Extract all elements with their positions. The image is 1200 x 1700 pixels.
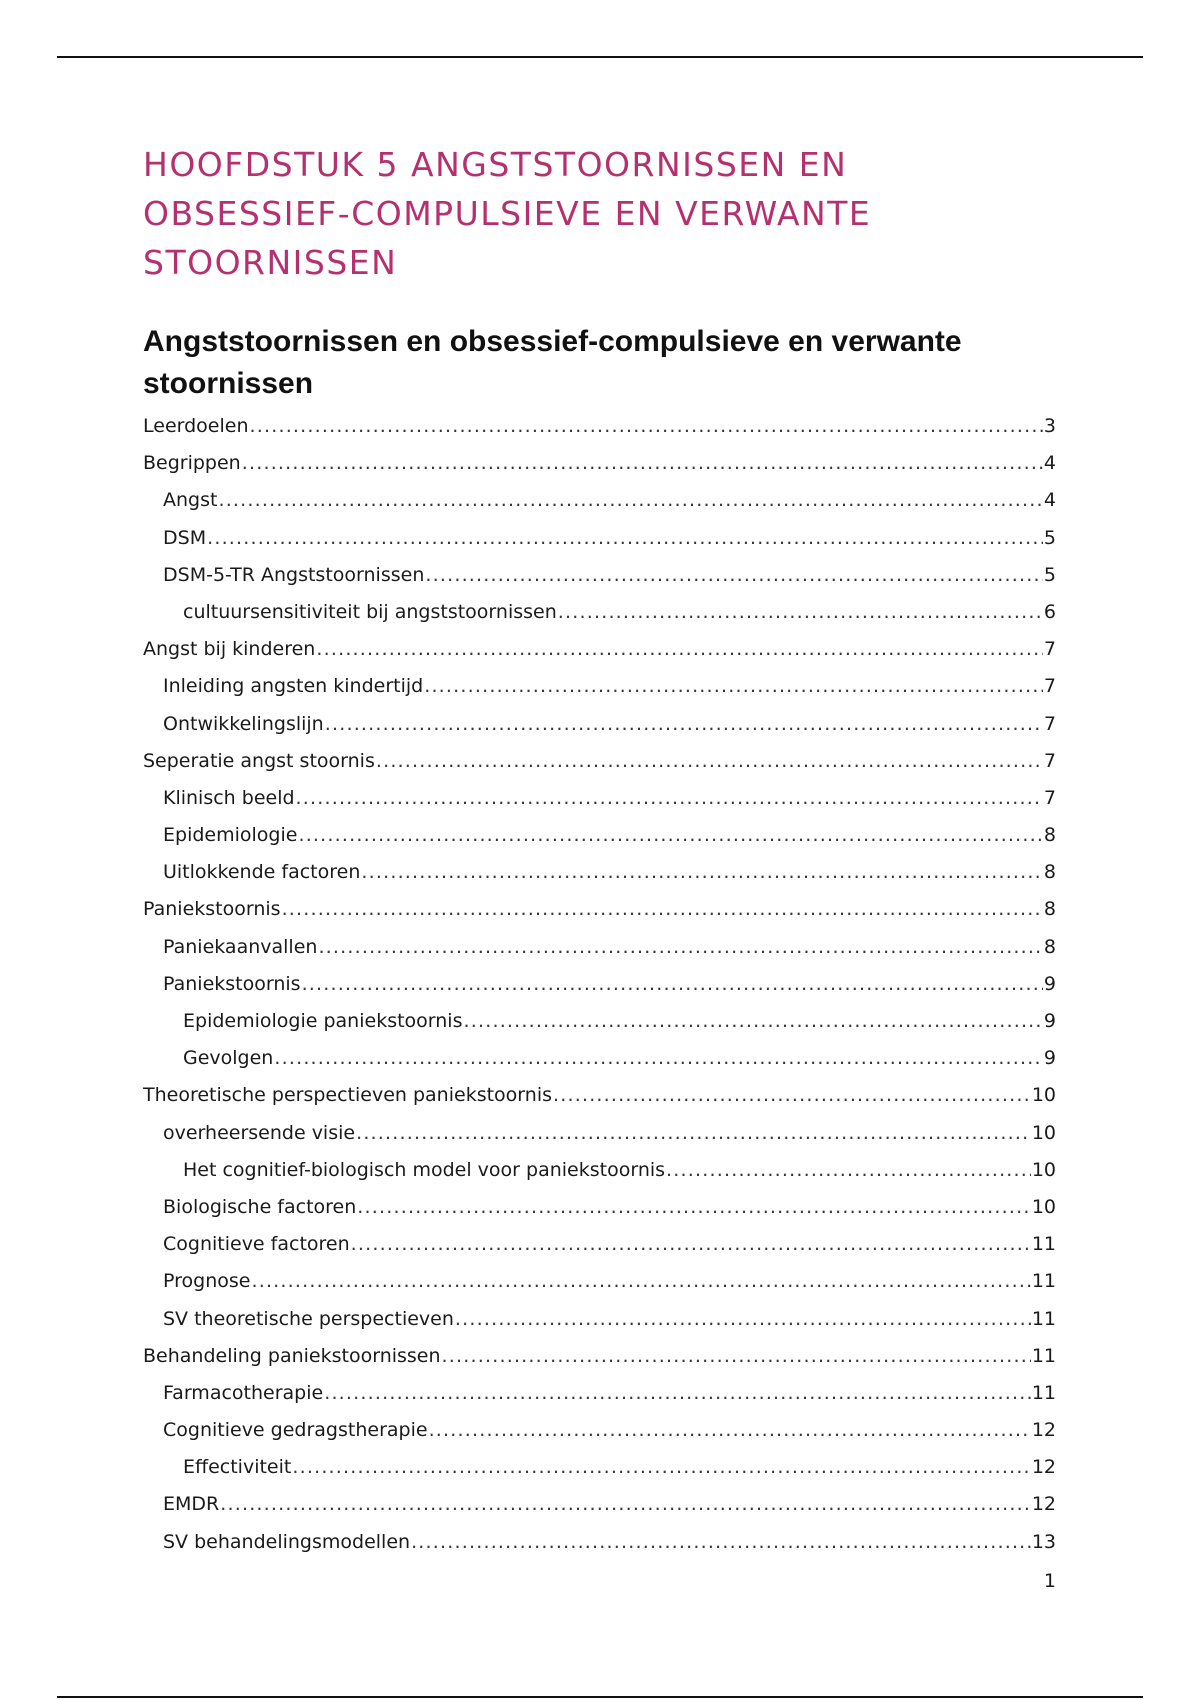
toc-entry-label: Cognitieve gedragstherapie <box>163 1419 428 1442</box>
toc-entry-page: 5 <box>1043 563 1056 586</box>
toc-entry-leader <box>357 1196 1031 1218</box>
toc-entry[interactable] <box>143 713 1056 750</box>
toc-entry-leader <box>425 564 1043 586</box>
toc-entry-leader <box>442 1345 1031 1367</box>
toc-entry-page: 12 <box>1031 1456 1056 1479</box>
toc-entry-label: Angst bij kinderen <box>143 638 316 661</box>
toc-entry-page: 7 <box>1043 749 1056 772</box>
toc-entry-leader <box>316 638 1043 660</box>
toc-entry-page: 9 <box>1043 1047 1056 1070</box>
toc-entry-leader <box>351 1233 1031 1255</box>
toc-entry[interactable] <box>143 1493 1056 1530</box>
toc-entry-label: Begrippen <box>143 452 241 475</box>
toc-entry-page: 7 <box>1043 675 1056 698</box>
toc-entry[interactable] <box>143 489 1056 526</box>
toc-entry-leader <box>318 936 1042 958</box>
toc-entry-leader <box>292 1456 1030 1478</box>
toc-entry-label: Leerdoelen <box>143 415 249 437</box>
toc-entry-label: Paniekstoornis <box>143 898 281 921</box>
toc-entry-leader <box>324 1382 1031 1404</box>
toc-entry[interactable] <box>143 1270 1056 1307</box>
toc-entry-leader <box>325 713 1043 735</box>
toc-entry[interactable] <box>143 601 1056 638</box>
toc-entry-page: 4 <box>1043 489 1056 512</box>
toc-entry-label: Epidemiologie <box>163 824 298 847</box>
toc-entry-page: 11 <box>1031 1307 1056 1330</box>
toc-entry-page: 7 <box>1043 786 1056 809</box>
toc-entry[interactable] <box>143 452 1056 489</box>
toc-entry-page: 8 <box>1043 898 1056 921</box>
toc-entry[interactable] <box>143 1159 1056 1196</box>
toc-entry-page: 13 <box>1031 1530 1056 1553</box>
toc-entry[interactable] <box>143 1456 1056 1493</box>
document-page <box>143 140 1056 1584</box>
toc-entry[interactable] <box>143 750 1056 787</box>
toc-entry[interactable] <box>143 564 1056 601</box>
toc-entry-page: 8 <box>1043 861 1056 884</box>
toc-entry[interactable] <box>143 415 1056 452</box>
toc-entry-label: Effectiviteit <box>183 1456 292 1479</box>
toc-entry-label: Inleiding angsten kindertijd <box>163 675 424 698</box>
toc-entry[interactable] <box>143 861 1056 898</box>
header-rule <box>57 56 1143 58</box>
toc-entry-label: DSM-5-TR Angststoornissen <box>163 563 425 586</box>
toc-entry[interactable] <box>143 1047 1056 1084</box>
toc-entry[interactable] <box>143 1010 1056 1047</box>
toc-entry-leader <box>250 415 1043 437</box>
toc-entry-label: Cognitieve factoren <box>163 1233 350 1256</box>
toc-entry[interactable] <box>143 638 1056 675</box>
toc-entry[interactable] <box>143 1122 1056 1159</box>
toc-entry-leader <box>356 1122 1031 1144</box>
toc-entry[interactable] <box>143 787 1056 824</box>
toc-entry-page: 10 <box>1031 1121 1056 1144</box>
toc-entry-label: EMDR <box>163 1493 220 1516</box>
toc-entry[interactable] <box>143 1308 1056 1345</box>
toc-entry[interactable] <box>143 1233 1056 1270</box>
toc-entry-page: 11 <box>1031 1233 1056 1256</box>
toc-entry-leader <box>220 1493 1031 1515</box>
toc-entry-leader <box>411 1531 1031 1553</box>
toc-entry-label: Epidemiologie paniekstoornis <box>183 1010 463 1032</box>
toc-entry-page: 10 <box>1031 1158 1056 1181</box>
toc-entry-label: SV behandelingsmodellen <box>163 1530 411 1553</box>
toc-entry-label: Klinisch beeld <box>163 786 295 809</box>
toc-entry-page: 11 <box>1031 1344 1056 1367</box>
table-of-contents <box>143 415 1056 1568</box>
toc-entry-page: 8 <box>1043 935 1056 958</box>
toc-entry[interactable] <box>143 1084 1056 1121</box>
toc-entry-page: 10 <box>1031 1195 1056 1218</box>
toc-entry-page: 4 <box>1043 452 1056 475</box>
toc-entry-page: 7 <box>1043 712 1056 735</box>
toc-entry[interactable] <box>143 936 1056 973</box>
toc-entry-page: 7 <box>1043 638 1056 661</box>
toc-entry-leader <box>429 1419 1031 1441</box>
toc-entry-leader <box>207 527 1043 549</box>
toc-entry-leader <box>666 1159 1031 1181</box>
toc-entry-label: Biologische factoren <box>163 1195 357 1218</box>
toc-entry-label: Prognose <box>163 1270 251 1293</box>
toc-entry-page: 9 <box>1043 972 1056 995</box>
toc-entry-leader <box>553 1084 1031 1106</box>
toc-entry-label: Theoretische perspectieven paniekstoornis <box>143 1084 552 1107</box>
toc-entry-label: Ontwikkelingslijn <box>163 712 324 735</box>
toc-entry-page: 12 <box>1031 1419 1056 1442</box>
toc-entry-leader <box>274 1047 1043 1069</box>
toc-entry-page: 8 <box>1043 824 1056 847</box>
toc-entry[interactable] <box>143 973 1056 1010</box>
toc-entry[interactable] <box>143 1345 1056 1382</box>
toc-entry-label: Paniekaanvallen <box>163 935 318 958</box>
toc-entry-leader <box>464 1010 1043 1032</box>
toc-entry-page: 12 <box>1031 1493 1056 1516</box>
toc-entry[interactable] <box>143 1419 1056 1456</box>
toc-entry-label: Paniekstoornis <box>163 972 301 995</box>
toc-entry-page: 9 <box>1043 1010 1056 1032</box>
toc-entry-leader <box>455 1308 1031 1330</box>
toc-entry-page: 11 <box>1031 1270 1056 1293</box>
toc-entry-page: 11 <box>1031 1381 1056 1404</box>
toc-entry-leader <box>376 750 1043 772</box>
toc-entry-leader <box>424 675 1043 697</box>
toc-entry-leader <box>302 973 1043 995</box>
toc-entry-leader <box>282 898 1043 920</box>
toc-entry-label: Het cognitief-biologisch model voor paniekstoornis <box>183 1158 666 1181</box>
toc-entry[interactable] <box>143 1531 1056 1568</box>
toc-entry-label: overheersende visie <box>163 1121 356 1144</box>
toc-entry-leader <box>558 601 1043 623</box>
toc-entry-leader <box>361 861 1043 883</box>
toc-entry-label: DSM <box>163 526 207 549</box>
toc-entry-leader <box>296 787 1043 809</box>
toc-entry-label: Behandeling paniekstoornissen <box>143 1344 441 1367</box>
toc-entry-page: 6 <box>1043 600 1056 623</box>
toc-entry-page: 5 <box>1043 526 1056 549</box>
toc-heading: Angststoornissen en obsessief-compulsieve en verwante stoornissen <box>143 325 962 400</box>
toc-entry[interactable] <box>143 675 1056 712</box>
toc-entry[interactable] <box>143 1196 1056 1233</box>
toc-entry[interactable] <box>143 898 1056 935</box>
toc-entry-label: Angst <box>163 489 218 512</box>
footer-rule <box>57 1696 1143 1698</box>
toc-entry-leader <box>242 452 1043 474</box>
toc-entry-leader <box>218 489 1042 511</box>
toc-entry-label: cultuursensitiviteit bij angststoornissen <box>183 600 557 623</box>
toc-entry-page: 10 <box>1031 1084 1056 1107</box>
toc-entry-label: Gevolgen <box>183 1047 274 1070</box>
toc-entry-page: 3 <box>1043 415 1056 437</box>
toc-entry-label: Uitlokkende factoren <box>163 861 361 884</box>
toc-entry-label: SV theoretische perspectieven <box>163 1307 454 1330</box>
toc-entry[interactable] <box>143 824 1056 861</box>
toc-entry[interactable] <box>143 527 1056 564</box>
chapter-title: HOOFDSTUK 5 ANGSTSTOORNISSEN EN OBSESSIEF-COMPULSIEVE EN VERWANTE STOORNISSEN <box>143 145 872 282</box>
toc-entry-label: Farmacotherapie <box>163 1381 324 1404</box>
toc-entry-label: Seperatie angst stoornis <box>143 749 375 772</box>
toc-entry-leader <box>298 824 1042 846</box>
toc-entry[interactable] <box>143 1382 1056 1419</box>
page-number: 1 <box>1043 1570 1056 1592</box>
toc-entry-leader <box>251 1270 1030 1292</box>
